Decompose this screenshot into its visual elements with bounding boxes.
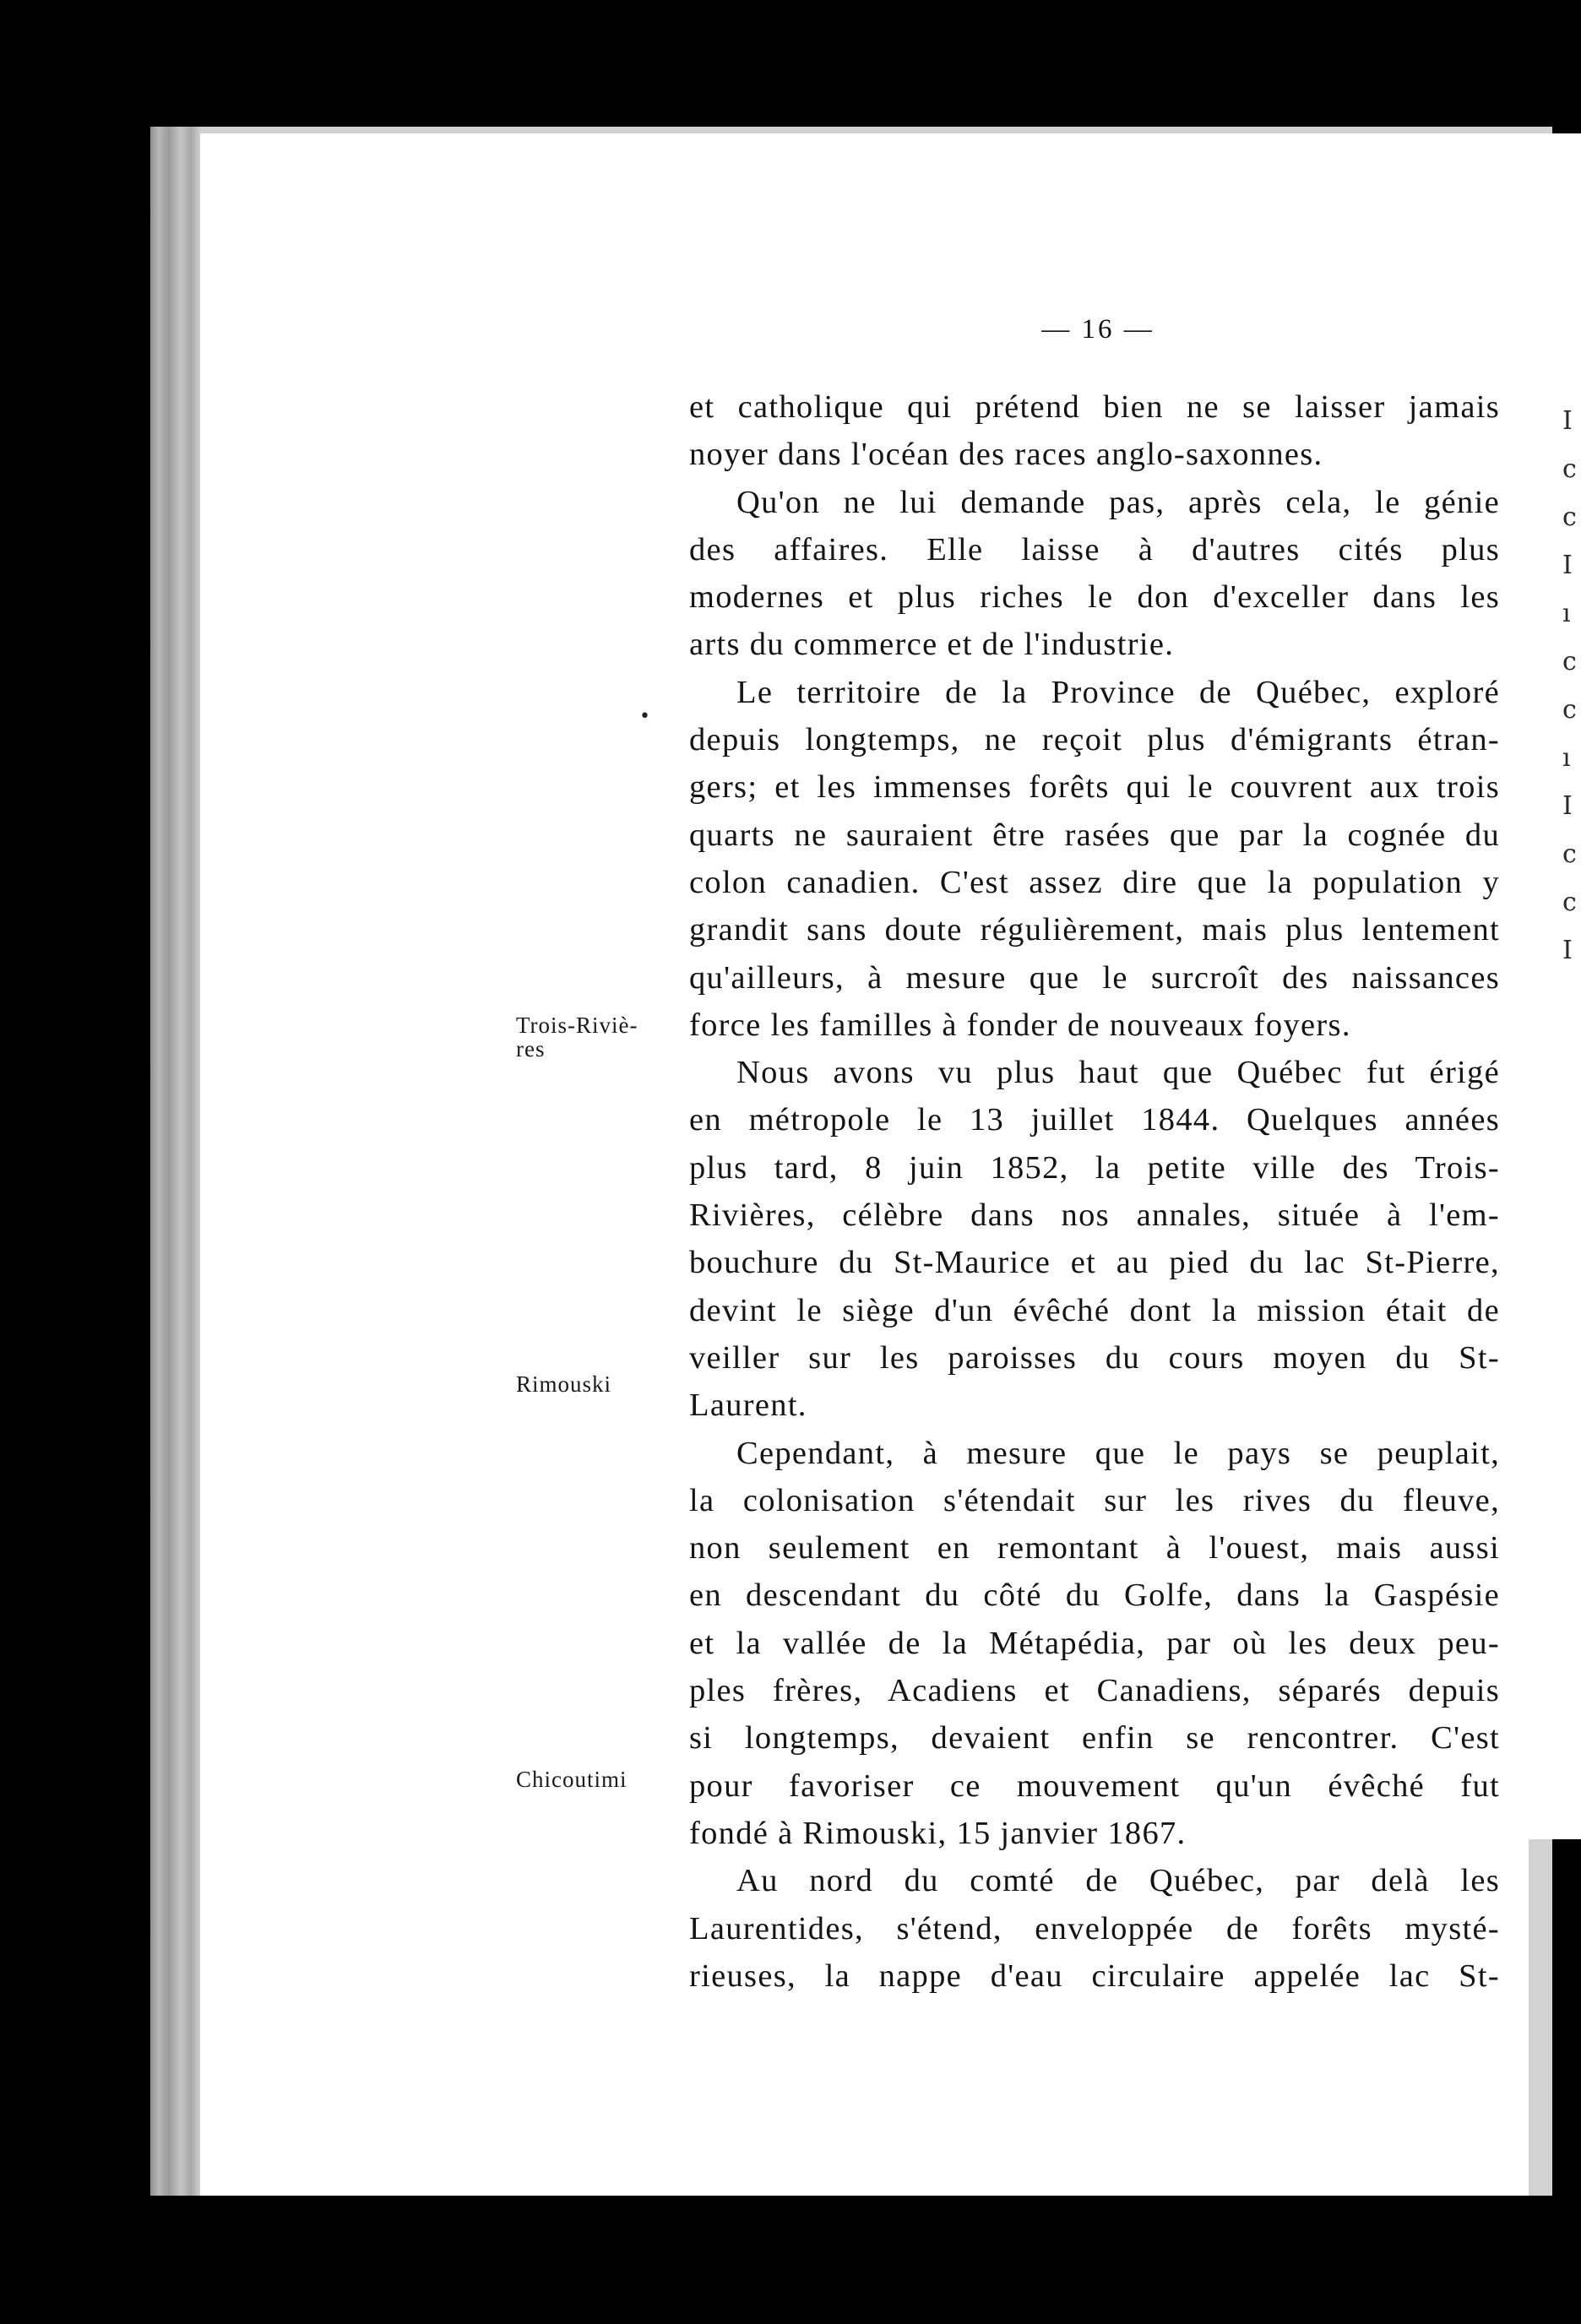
text-line: ples frères, Acadiens et Canadiens, séparés depuis (689, 1673, 1500, 1709)
text-line: force les familles à fonder de nouveaux foyers. (689, 1007, 1351, 1043)
text-line: et catholique qui prétend bien ne se laisser jamais (689, 389, 1500, 425)
text-line: plus tard, 8 juin 1852, la petite ville des Trois- (689, 1149, 1500, 1186)
text-line: fondé à Rimouski, 15 janvier 1867. (689, 1815, 1187, 1851)
sidenote-rimouski: Rimouski (516, 1371, 612, 1397)
text-line: grandit sans doute régulièrement, mais plus lentement (689, 912, 1500, 948)
text-line: Qu'on ne lui demande pas, après cela, le génie (736, 484, 1500, 520)
text-line: Laurentides, s'étend, enveloppée de forêts mysté- (689, 1910, 1500, 1947)
text-line: Cependant, à mesure que le pays se peuplait, (736, 1435, 1500, 1471)
sidenote-chicoutimi: Chicoutimi (516, 1767, 628, 1792)
text-line: rieuses, la nappe d'eau circulaire appelée lac St- (689, 1957, 1500, 1994)
text-line: et la vallée de la Métapédia, par où les deux peu- (689, 1625, 1500, 1661)
text-line: la colonisation s'étendait sur les rives du fleuve, (689, 1482, 1500, 1518)
text-line: colon canadien. C'est assez dire que la population y (689, 864, 1500, 900)
body-text (689, 383, 1500, 2000)
sidenote-line: Trois-Riviè- (516, 1013, 638, 1038)
text-line: devint le siège d'un évêché dont la mission était de (689, 1292, 1500, 1328)
text-line: quarts ne sauraient être rasées que par la cognée du (689, 817, 1500, 853)
text-line: arts du commerce et de l'industrie. (689, 627, 1175, 663)
text-line: bouchure du St-Maurice et au pied du lac St-Pierre, (689, 1245, 1500, 1281)
text-line: veiller sur les paroisses du cours moyen du St- (689, 1339, 1500, 1376)
sidenote-line: res (516, 1036, 546, 1062)
text-line: en métropole le 13 juillet 1844. Quelques années (689, 1102, 1500, 1138)
text-line: noyer dans l'océan des races anglo-saxonnes. (689, 437, 1323, 473)
text-line: si longtemps, devaient enfin se rencontrer. C'est (689, 1720, 1500, 1757)
text-line: des affaires. Elle laisse à d'autres cités plus (689, 531, 1500, 567)
text-line: Au nord du comté de Québec, par delà les (736, 1863, 1500, 1899)
page-number: — 16 — (1041, 314, 1155, 345)
text-line: gers; et les immenses forêts qui le couvrent aux trois (689, 769, 1500, 806)
text-line: pour favoriser ce mouvement qu'un évêché fut (689, 1767, 1500, 1804)
facing-page-text-edge: I c c I ı c c ı I c c I (1562, 406, 1577, 965)
text-line: depuis longtemps, ne reçoit plus d'émigrants étran- (689, 722, 1500, 758)
text-line: en descendant du côté du Golfe, dans la Gaspésie (689, 1577, 1500, 1614)
sidenote-trois-rivieres (516, 1013, 638, 1061)
text-line: Rivières, célèbre dans nos annales, située à l'em- (689, 1197, 1500, 1234)
text-line: Nous avons vu plus haut que Québec fut érigé (736, 1055, 1500, 1091)
text-line: Le territoire de la Province de Québec, exploré (736, 674, 1500, 710)
margin-bullet-mark: • (639, 706, 650, 727)
text-line: modernes et plus riches le don d'exceller dans les (689, 579, 1500, 616)
text-line: qu'ailleurs, à mesure que le surcroît des naissances (689, 959, 1500, 996)
text-line: non seulement en remontant à l'ouest, mais aussi (689, 1530, 1500, 1567)
text-line: Laurent. (689, 1387, 807, 1424)
